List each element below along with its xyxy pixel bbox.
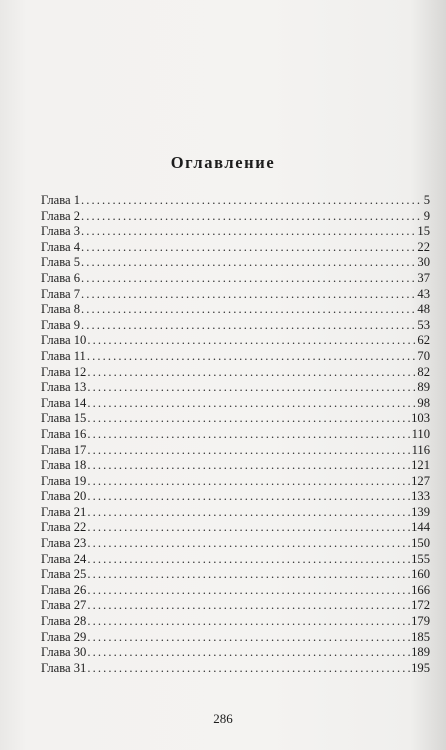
- toc-entry-label: Глава 21: [41, 504, 87, 519]
- toc-entry-label: Глава 12: [41, 364, 87, 379]
- toc-entry-label: Глава 9: [41, 317, 81, 332]
- toc-entry-page: 155: [411, 551, 430, 566]
- toc-entry-label: Глава 19: [41, 473, 87, 488]
- toc-entry-label: Глава 24: [41, 551, 87, 566]
- dot-leader: [87, 458, 410, 474]
- toc-entry-page: 98: [417, 395, 430, 410]
- toc-entry-label: Глава 23: [41, 536, 87, 551]
- page-title: Оглавление: [170, 153, 276, 172]
- toc-entry-label: Глава 10: [41, 333, 87, 348]
- dot-leader: [87, 598, 410, 614]
- dot-leader: [87, 614, 410, 630]
- toc-entry: [41, 489, 430, 505]
- dot-leader: [81, 209, 423, 225]
- dot-leader: [87, 411, 410, 427]
- dot-leader: [81, 271, 416, 287]
- toc-entry: [41, 318, 430, 334]
- dot-leader: [87, 443, 410, 459]
- dot-leader: [81, 287, 416, 303]
- toc-entry-label: Глава 30: [41, 645, 87, 660]
- toc-entry-label: Глава 1: [41, 193, 81, 207]
- toc-entry-page: 5: [423, 193, 430, 207]
- toc-entry: [41, 209, 430, 225]
- toc-entry-page: 160: [411, 567, 430, 582]
- toc-entry-page: 139: [411, 504, 430, 519]
- toc-entry: [41, 458, 430, 474]
- toc-entry-label: Глава 11: [41, 348, 86, 363]
- toc-entry-label: Глава 17: [41, 442, 87, 457]
- toc-entry-page: 179: [411, 614, 430, 629]
- toc-entry-page: 37: [417, 270, 430, 285]
- toc-entry-page: 121: [411, 458, 430, 473]
- toc-entry-label: Глава 5: [41, 255, 81, 270]
- dot-leader: [87, 365, 416, 381]
- dot-leader: [87, 333, 416, 349]
- toc-entry: [41, 255, 430, 271]
- toc-entry-page: 43: [417, 286, 430, 301]
- dot-leader: [81, 224, 416, 240]
- toc-entry-label: Глава 3: [41, 224, 81, 239]
- toc-entry: [41, 302, 430, 318]
- toc-entry-page: 189: [411, 645, 430, 660]
- dot-leader: [81, 255, 416, 271]
- toc-entry-page: 166: [411, 582, 430, 597]
- dot-leader: [87, 427, 410, 443]
- toc-entry-page: 195: [411, 660, 430, 675]
- toc-entry-label: Глава 4: [41, 239, 81, 254]
- toc-entry-page: 103: [411, 411, 430, 426]
- toc-entry: [41, 645, 430, 661]
- toc-entry-label: Глава 29: [41, 629, 87, 644]
- toc-entry-label: Глава 8: [41, 302, 81, 317]
- dot-leader: [81, 240, 416, 256]
- toc-entry-page: 185: [411, 629, 430, 644]
- dot-leader: [87, 630, 410, 646]
- toc-entry: [41, 271, 430, 287]
- toc-entry-page: 116: [411, 442, 430, 457]
- toc-entry-label: Глава 18: [41, 458, 87, 473]
- toc-entry: [41, 349, 430, 365]
- toc-entry-page: 53: [417, 317, 430, 332]
- toc-entry: [41, 396, 430, 412]
- dot-leader: [87, 349, 417, 365]
- toc-entry: [41, 583, 430, 599]
- dot-leader: [87, 645, 410, 661]
- toc-entry: [41, 240, 430, 256]
- dot-leader: [87, 567, 410, 583]
- toc-entry: [41, 552, 430, 568]
- toc-entry-page: 144: [411, 520, 430, 535]
- page-number: 286: [213, 711, 233, 726]
- toc-entry-label: Глава 31: [41, 660, 87, 675]
- dot-leader: [87, 583, 410, 599]
- toc-entry: [41, 443, 430, 459]
- dot-leader: [81, 302, 416, 318]
- toc-entry-label: Глава 7: [41, 286, 81, 301]
- toc-entry-page: 48: [417, 302, 430, 317]
- toc-entry-page: 172: [411, 598, 430, 613]
- toc-entry: [41, 287, 430, 303]
- toc-entry: [41, 598, 430, 614]
- toc-entry: [41, 536, 430, 552]
- dot-leader: [87, 380, 416, 396]
- toc-entry: [41, 333, 430, 349]
- toc-entry-page: 89: [417, 380, 430, 395]
- dot-leader: [81, 193, 423, 209]
- dot-leader: [87, 552, 410, 568]
- toc-entry: [41, 567, 430, 583]
- dot-leader: [87, 474, 410, 490]
- toc-entry-page: 30: [417, 255, 430, 270]
- dot-leader: [87, 505, 410, 521]
- toc-entry: [41, 193, 430, 209]
- toc-entry-label: Глава 13: [41, 380, 87, 395]
- dot-leader: [87, 536, 410, 552]
- toc-entry-page: 82: [417, 364, 430, 379]
- toc-entry-label: Глава 28: [41, 614, 87, 629]
- toc-entry-page: 110: [411, 426, 430, 441]
- toc-entry: [41, 365, 430, 381]
- dot-leader: [81, 318, 416, 334]
- toc-entry-label: Глава 2: [41, 208, 81, 223]
- toc-entry: [41, 661, 430, 677]
- toc-entry-label: Глава 25: [41, 567, 87, 582]
- toc-entry-page: 127: [411, 473, 430, 488]
- table-of-contents: [41, 193, 430, 676]
- toc-entry-label: Глава 22: [41, 520, 87, 535]
- toc-entry: [41, 224, 430, 240]
- dot-leader: [87, 489, 410, 505]
- toc-entry-page: 22: [417, 239, 430, 254]
- toc-entry: [41, 427, 430, 443]
- toc-entry-label: Глава 16: [41, 426, 87, 441]
- dot-leader: [87, 520, 410, 536]
- toc-entry: [41, 520, 430, 536]
- toc-entry-page: 150: [411, 536, 430, 551]
- toc-entry-page: 62: [417, 333, 430, 348]
- toc-entry-label: Глава 27: [41, 598, 87, 613]
- dot-leader: [87, 396, 416, 412]
- toc-entry-page: 70: [417, 348, 430, 363]
- toc-entry: [41, 411, 430, 427]
- toc-entry-page: 9: [423, 208, 430, 223]
- toc-entry-label: Глава 6: [41, 270, 81, 285]
- toc-entry: [41, 614, 430, 630]
- toc-entry: [41, 474, 430, 490]
- toc-entry-page: 133: [411, 489, 430, 504]
- toc-entry: [41, 505, 430, 521]
- toc-entry: [41, 630, 430, 646]
- toc-entry-label: Глава 20: [41, 489, 87, 504]
- dot-leader: [87, 661, 410, 677]
- toc-entry-page: 15: [417, 224, 430, 239]
- toc-entry-label: Глава 14: [41, 395, 87, 410]
- toc-entry: [41, 380, 430, 396]
- toc-entry-label: Глава 26: [41, 582, 87, 597]
- toc-entry-label: Глава 15: [41, 411, 87, 426]
